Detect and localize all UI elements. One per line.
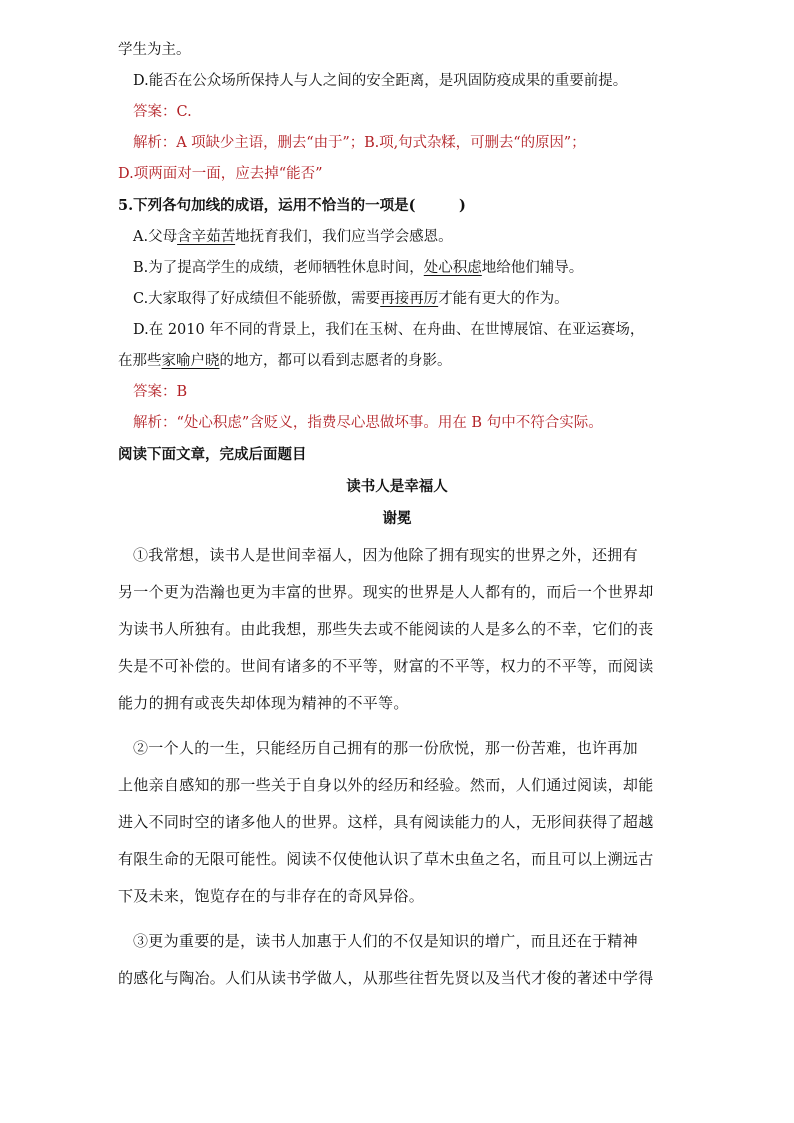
paragraph-2-line: 上他亲自感知的那一些关于自身以外的经历和经验。然而，人们通过阅读，却能 xyxy=(118,776,654,794)
option-text: C.大家取得了好成绩但不能骄傲，需要 xyxy=(133,291,381,307)
underlined-idiom: 再接再厉 xyxy=(380,291,439,307)
q4-analysis-line1: 解析：A 项缺少主语，删去“由于”；B.项,句式杂糅，可删去“的原因”； xyxy=(133,135,586,151)
q4-analysis-line2: D.项两面对一面，应去掉“能否” xyxy=(118,166,323,182)
reading-instruction: 阅读下面文章，完成后面题目 xyxy=(118,446,307,463)
underlined-idiom: 含辛茹苦 xyxy=(177,229,236,245)
paragraph-1-line: 另一个更为浩瀚也更为丰富的世界。现实的世界是人人都有的，而后一个世界却 xyxy=(118,583,654,601)
option-text: 在那些 xyxy=(118,353,162,369)
paragraph-3-line: ③更为重要的是，读书人加惠于人们的不仅是知识的增广，而且还在于精神 xyxy=(133,932,638,950)
paragraph-2-line: 下及未来，饱览存在的与非存在的奇风异俗。 xyxy=(118,887,425,905)
paragraph-1-line: 失是不可补偿的。世间有诸多的不平等，财富的不平等，权力的不平等，而阅读 xyxy=(118,657,654,675)
paragraph-1-line: ①我常想，读书人是世间幸福人，因为他除了拥有现实的世界之外，还拥有 xyxy=(133,546,638,564)
underlined-idiom: 处心积虑 xyxy=(423,260,482,276)
q4-option-d: D.能否在公众场所保持人与人之间的安全距离，是巩固防疫成果的重要前提。 xyxy=(133,73,628,89)
option-text: 地抚育我们，我们应当学会感恩。 xyxy=(235,229,453,245)
underlined-idiom: 家喻户晓 xyxy=(161,353,220,369)
option-text: B.为了提高学生的成绩，老师牺牲休息时间， xyxy=(133,260,424,276)
option-text: 才能有更大的作为。 xyxy=(438,291,569,307)
option-text: 的地方，都可以看到志愿者的身影。 xyxy=(219,353,452,369)
paragraph-1-line: 为读书人所独有。由此我想，那些失去或不能阅读的人是多么的不幸，它们的丧 xyxy=(118,620,654,638)
option-text: A.父母 xyxy=(133,229,178,245)
paragraph-2-line: ②一个人的一生，只能经历自己拥有的那一份欣悦，那一份苦难，也许再加 xyxy=(133,739,638,757)
q5-option-a xyxy=(133,227,693,247)
q4-stem-tail: 学生为主。 xyxy=(118,42,191,58)
article-title: 读书人是幸福人 xyxy=(346,478,448,495)
paragraph-2-line: 进入不同时空的诸多他人的世界。这样，具有阅读能力的人，无形间获得了超越 xyxy=(118,813,654,831)
q5-option-d-line1: D.在 2010 年不同的背景上，我们在玉树、在舟曲、在世博展馆、在亚运赛场， xyxy=(133,322,645,338)
option-text: 地给他们辅导。 xyxy=(481,260,584,276)
q5-answer: 答案：B xyxy=(133,384,188,400)
article-author: 谢冕 xyxy=(382,510,412,527)
paragraph-1-line: 能力的拥有或丧失却体现为精神的不平等。 xyxy=(118,694,409,712)
q5-analysis: 解析：“处心积虑”含贬义，指费尽心思做坏事。用在 B 句中不符合实际。 xyxy=(133,415,603,431)
q5-stem: 5.下列各句加线的成语，运用不恰当的一项是( ) xyxy=(118,197,466,214)
q4-answer: 答案：C. xyxy=(133,104,192,120)
paragraph-3-line: 的感化与陶冶。人们从读书学做人，从那些往哲先贤以及当代才俊的著述中学得 xyxy=(118,969,654,987)
paragraph-2-line: 有限生命的无限可能性。阅读不仅使他认识了草木虫鱼之名，而且可以上溯远古 xyxy=(118,850,654,868)
q5-option-b xyxy=(133,258,693,278)
q5-option-c xyxy=(133,289,693,309)
q5-option-d-line2 xyxy=(118,351,678,371)
